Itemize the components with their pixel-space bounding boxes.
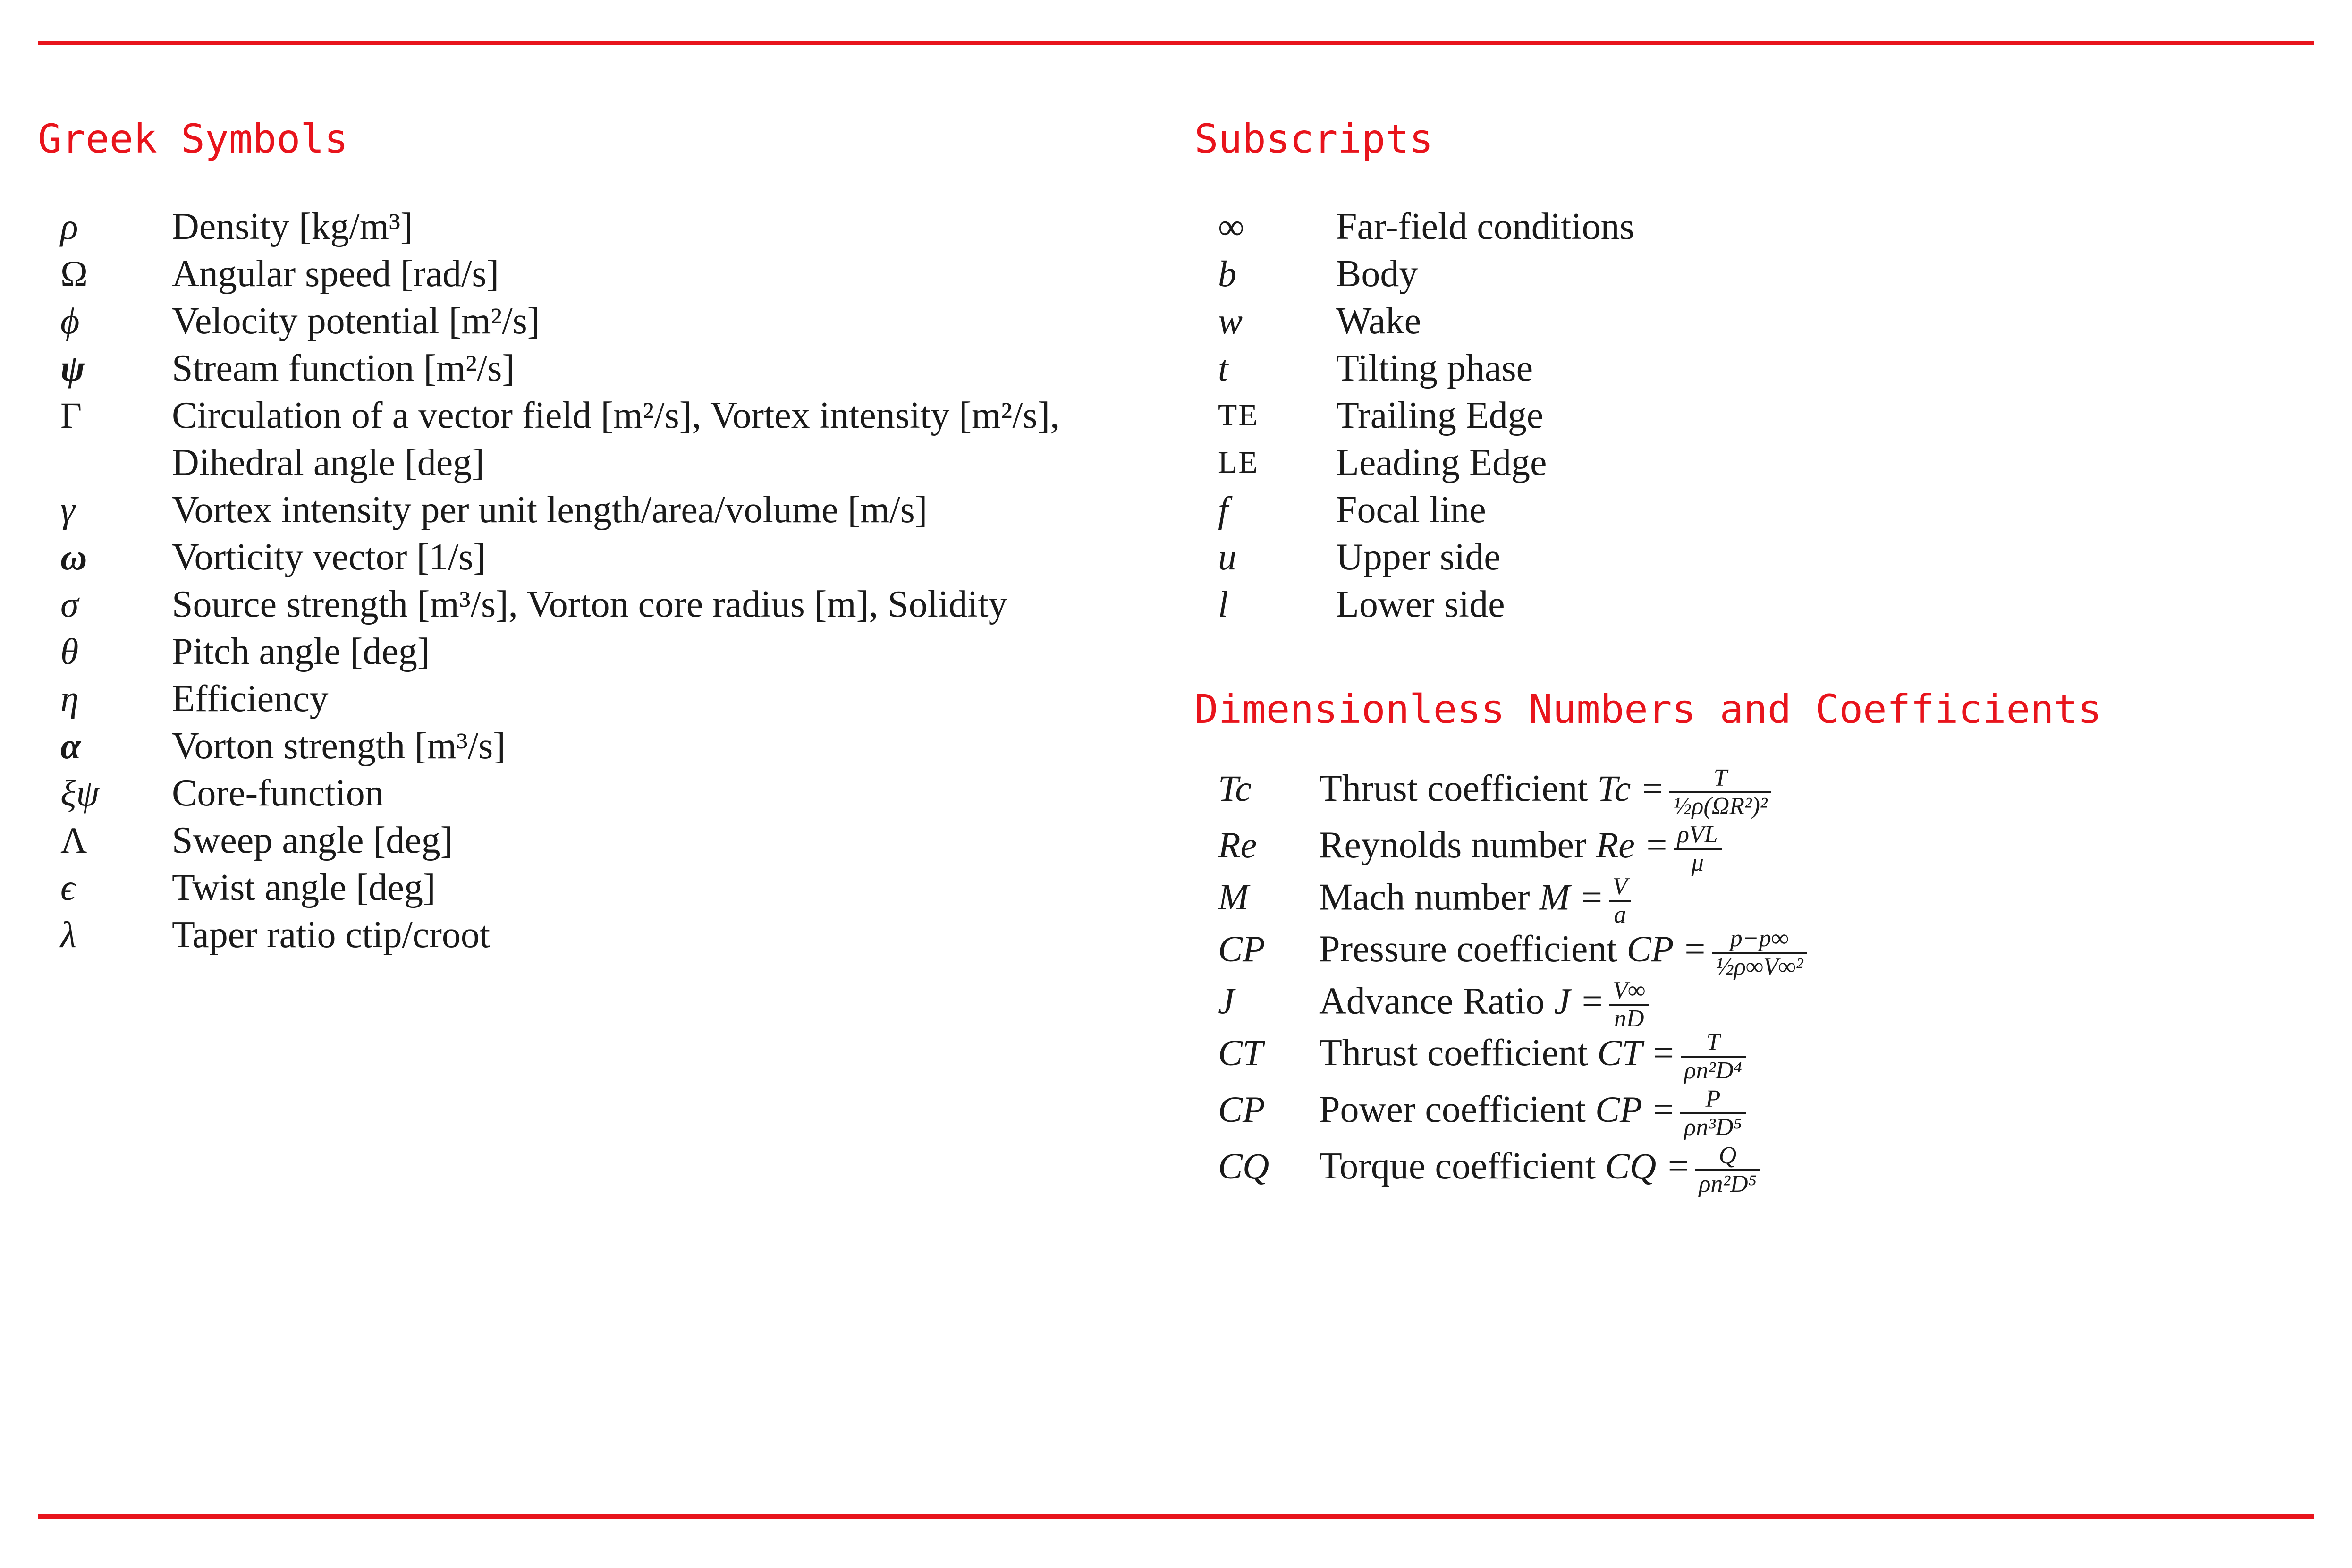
numerator: P bbox=[1680, 1086, 1745, 1114]
equation-lhs: J = bbox=[1554, 980, 1605, 1022]
symbol-cq: CQ bbox=[1218, 1145, 1269, 1187]
denominator: nD bbox=[1614, 1005, 1644, 1032]
description: Sweep angle [deg] bbox=[172, 820, 453, 861]
description: Mach number bbox=[1319, 876, 1530, 918]
denominator: a bbox=[1614, 901, 1626, 928]
denominator: ρn³D⁵ bbox=[1684, 1113, 1742, 1141]
symbol-cp: CP bbox=[1218, 928, 1265, 969]
symbol-tc: Tc bbox=[1218, 768, 1252, 809]
symbol-sigma: σ bbox=[60, 584, 79, 625]
symbol-gamma-upper: Γ bbox=[60, 395, 82, 436]
symbol-gamma: γ bbox=[60, 489, 75, 530]
fraction bbox=[1680, 1086, 1745, 1141]
description: Angular speed [rad/s] bbox=[172, 253, 499, 295]
description: Upper side bbox=[1336, 536, 1501, 578]
numerator: T bbox=[1669, 765, 1771, 793]
symbol-eta: η bbox=[60, 678, 79, 719]
symbol-omega: ω bbox=[60, 536, 87, 577]
fraction bbox=[1609, 873, 1632, 928]
description: Torque coefficient bbox=[1319, 1145, 1596, 1187]
equation-lhs: CP = bbox=[1595, 1089, 1676, 1130]
symbol-omega-upper: Ω bbox=[60, 253, 88, 294]
symbol-re: Re bbox=[1218, 824, 1257, 865]
numerator: V bbox=[1609, 873, 1632, 902]
description: Body bbox=[1336, 253, 1418, 295]
description: Vortex intensity per unit length/area/volume [m/s] bbox=[172, 489, 928, 531]
description: Stream function [m²/s] bbox=[172, 348, 515, 389]
symbol-t: t bbox=[1218, 348, 1228, 389]
symbol-f: f bbox=[1218, 489, 1228, 530]
description: Taper ratio ctip/croot bbox=[172, 914, 491, 956]
fraction bbox=[1674, 822, 1722, 876]
symbol-rho: ρ bbox=[60, 206, 78, 247]
description: Velocity potential [m²/s] bbox=[172, 300, 540, 342]
description: Pressure coefficient bbox=[1319, 928, 1617, 970]
fraction bbox=[1695, 1143, 1760, 1197]
denominator: ρn²D⁵ bbox=[1699, 1170, 1757, 1197]
description: Leading Edge bbox=[1336, 442, 1547, 483]
symbol-lambda-upper: Λ bbox=[60, 820, 87, 861]
description-continuation: Dihedral angle [deg] bbox=[172, 442, 484, 483]
symbol-theta: θ bbox=[60, 631, 79, 672]
numerator: V∞ bbox=[1609, 977, 1649, 1006]
symbol-te: TE bbox=[1218, 398, 1259, 432]
description: Advance Ratio bbox=[1319, 980, 1545, 1022]
description: Tilting phase bbox=[1336, 348, 1533, 389]
fraction bbox=[1669, 765, 1771, 820]
fraction bbox=[1609, 977, 1649, 1032]
symbol-ct: CT bbox=[1218, 1032, 1263, 1073]
description: Source strength [m³/s], Vorton core radius [m], Solidity bbox=[172, 584, 1007, 625]
numerator: ρVL bbox=[1674, 822, 1722, 850]
equation-lhs: M = bbox=[1539, 876, 1604, 918]
description: Density [kg/m³] bbox=[172, 206, 413, 247]
symbol-l: l bbox=[1218, 584, 1228, 625]
description: Trailing Edge bbox=[1336, 395, 1544, 436]
symbol-b: b bbox=[1218, 253, 1236, 294]
description: Thrust coefficient bbox=[1319, 1032, 1588, 1074]
description: Twist angle [deg] bbox=[172, 867, 436, 908]
description: Wake bbox=[1336, 300, 1421, 342]
numerator: p−p∞ bbox=[1712, 925, 1807, 954]
description: Core-function bbox=[172, 772, 384, 814]
symbol-cp: CP bbox=[1218, 1089, 1265, 1130]
equation-lhs: CQ = bbox=[1605, 1145, 1691, 1187]
description: Reynolds number bbox=[1319, 824, 1587, 866]
denominator: ½ρ∞V∞² bbox=[1716, 953, 1803, 980]
greek-symbols-title: Greek Symbols bbox=[38, 116, 348, 162]
symbol-phi: ϕ bbox=[60, 300, 80, 341]
symbol-lambda: λ bbox=[60, 914, 76, 955]
symbol-j: J bbox=[1218, 980, 1235, 1021]
description: Far-field conditions bbox=[1336, 206, 1634, 247]
subscripts-title: Subscripts bbox=[1194, 116, 1433, 162]
description: Pitch angle [deg] bbox=[172, 631, 430, 672]
equation-lhs: Re = bbox=[1596, 824, 1669, 865]
symbol-xi-psi: ξψ bbox=[60, 772, 99, 814]
description: Focal line bbox=[1336, 489, 1486, 531]
equation-lhs: CT = bbox=[1597, 1032, 1676, 1073]
description: Lower side bbox=[1336, 584, 1505, 625]
description: Circulation of a vector field [m²/s], Vortex intensity [m²/s], bbox=[172, 395, 1060, 436]
denominator: ρn²D⁴ bbox=[1684, 1057, 1742, 1084]
bottom-rule bbox=[38, 1514, 2314, 1519]
symbol-m: M bbox=[1218, 876, 1249, 917]
symbol-w: w bbox=[1218, 300, 1243, 341]
symbol-u: u bbox=[1218, 536, 1236, 577]
denominator: ½ρ(ΩR²)² bbox=[1673, 792, 1768, 820]
description: Power coefficient bbox=[1319, 1089, 1586, 1130]
symbol-epsilon: ϵ bbox=[60, 867, 76, 908]
fraction bbox=[1681, 1029, 1746, 1084]
symbol-psi: ψ bbox=[60, 348, 85, 389]
numerator: T bbox=[1681, 1029, 1746, 1058]
symbol-alpha: α bbox=[60, 725, 81, 766]
description: Efficiency bbox=[172, 678, 329, 720]
description: Vorton strength [m³/s] bbox=[172, 725, 506, 767]
equation-lhs: CP = bbox=[1626, 928, 1708, 969]
symbol-infinity: ∞ bbox=[1218, 206, 1244, 247]
top-rule bbox=[38, 41, 2314, 45]
description: Thrust coefficient bbox=[1319, 768, 1588, 809]
dimensionless-title: Dimensionless Numbers and Coefficients bbox=[1194, 686, 2102, 732]
fraction bbox=[1712, 925, 1807, 980]
description: Vorticity vector [1/s] bbox=[172, 536, 486, 578]
equation-lhs: Tc = bbox=[1597, 768, 1665, 809]
denominator: μ bbox=[1691, 849, 1704, 876]
symbol-le: LE bbox=[1218, 445, 1259, 480]
numerator: Q bbox=[1695, 1143, 1760, 1171]
